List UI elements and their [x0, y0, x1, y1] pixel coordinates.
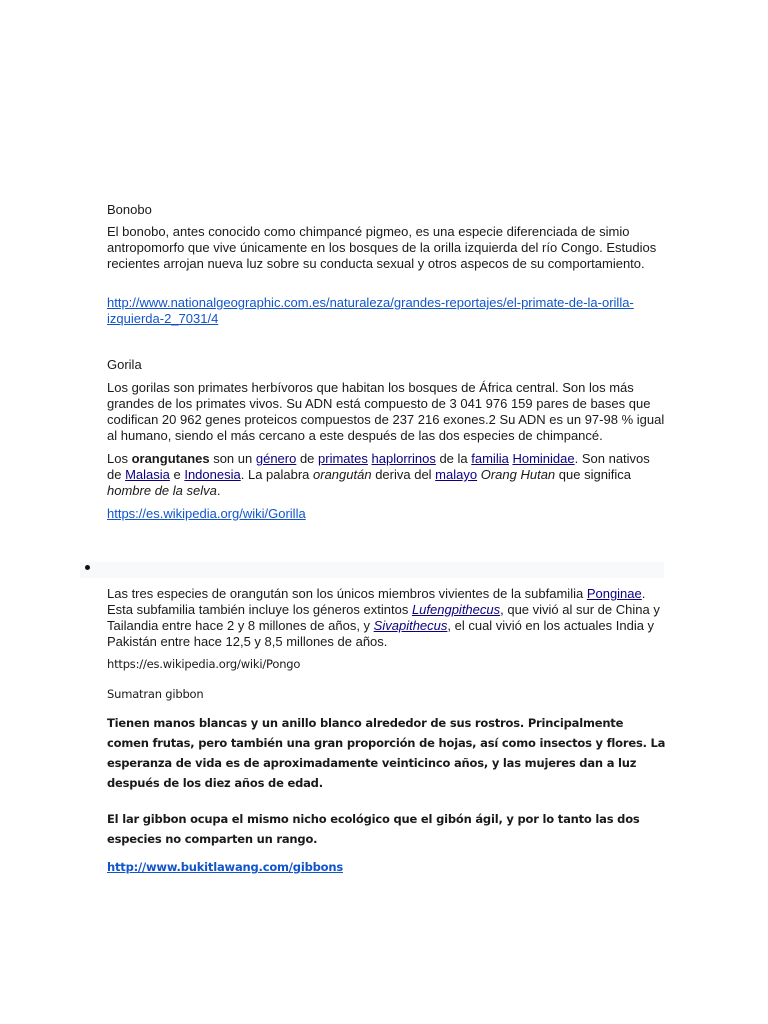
- link-ponginae[interactable]: Ponginae: [586, 586, 642, 601]
- gibbon-source-link[interactable]: http://www.bukitlawang.com/gibbons: [107, 860, 343, 874]
- link-indonesia[interactable]: Indonesia: [184, 467, 241, 482]
- bonobo-heading: Bonobo: [107, 202, 152, 217]
- link-malayo[interactable]: malayo: [435, 467, 478, 482]
- gorila-paragraph: Los gorilas son primates herbívoros que habitan los bosques de África central. Son los más grandes de los primates vivos. Su ADN está compuesto de 3 041 976 159 pares de bases que codifican 20 962 genes proteicos compuestos de 237 216 exones.2 Su ADN es un 97-98 % igual al humano, siendo el más cercano a este después de las dos especies de chimpancé.: [107, 380, 665, 443]
- orangutanes-bold: orangutanes: [131, 451, 210, 466]
- link-haplorrinos[interactable]: haplorrinos: [371, 451, 436, 466]
- link-malasia[interactable]: Malasia: [125, 467, 170, 482]
- bullet-icon: [85, 565, 90, 570]
- bullet-highlight-band: [80, 562, 664, 578]
- link-primates[interactable]: primates: [318, 451, 368, 466]
- link-familia[interactable]: familia: [471, 451, 509, 466]
- gorila-heading: Gorila: [107, 357, 142, 372]
- gibbon-heading: Sumatran gibbon: [107, 687, 204, 701]
- bonobo-paragraph: El bonobo, antes conocido como chimpancé pigmeo, es una especie diferenciada de simio antropomorfo que vive únicamente en los bosques de la orilla izquierda del río Congo. Estudios recientes arrojan nueva luz sobre su conducta sexual y otros aspecos de su comportamiento.: [107, 224, 657, 271]
- gibbon-paragraph-1: Tienen manos blancas y un anillo blanco alrededor de sus rostros. Principalmente comen frutas, pero también una gran proporción de hojas, así como insectos y flores. La esperanza de vida es de aproximadamente veinticinco años, y las mujeres dan a luz después de los diez años de edad.: [107, 716, 666, 790]
- gorila-source-link[interactable]: https://es.wikipedia.org/wiki/Gorilla: [107, 506, 306, 521]
- link-sivapithecus[interactable]: Sivapithecus: [373, 618, 448, 633]
- link-genero[interactable]: género: [255, 451, 297, 466]
- pongo-link-text: https://es.wikipedia.org/wiki/Pongo: [107, 657, 301, 671]
- link-lufengpithecus[interactable]: Lufengpithecus: [411, 602, 501, 617]
- bonobo-source-link[interactable]: http://www.nationalgeographic.com.es/naturaleza/grandes-reportajes/el-primate-de-la-orilla-izquierda-2_7031/4: [107, 295, 634, 326]
- link-hominidae[interactable]: Hominidae: [512, 451, 575, 466]
- bonobo-link-paragraph: [107, 295, 652, 327]
- gibbon-link-paragraph: [107, 857, 667, 877]
- orangutanes-paragraph: Los orangutanes son un género de primates haplorrinos de la familia Hominidae. Son nativos de Malasia e Indonesia. La palabra orangután deriva del malayo Orang Hutan que significa hombre de la selva.: [107, 451, 650, 498]
- pongo-paragraph: Las tres especies de orangután son los únicos miembros vivientes de la subfamilia Ponginae. Esta subfamilia también incluye los géneros extintos Lufengpithecus, que vivió al sur de China y Tailandia entre hace 2 y 8 millones de años, y Sivapithecus, el cual vivió en los actuales India y Pakistán entre hace 12,5 y 8,5 millones de años.: [107, 586, 660, 649]
- gorila-link-paragraph: [107, 506, 667, 522]
- gibbon-paragraph-2: El lar gibbon ocupa el mismo nicho ecológico que el gibón ágil, y por lo tanto las dos especies no comparten un rango.: [107, 812, 640, 846]
